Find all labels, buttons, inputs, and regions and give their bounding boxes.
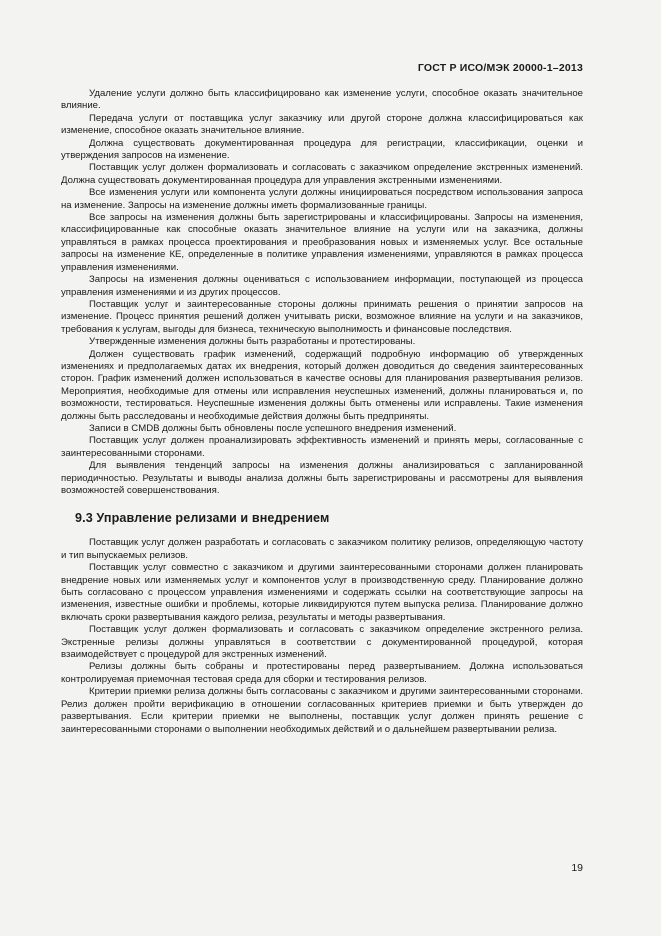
- paragraph: Удаление услуги должно быть классифицировано как изменение услуги, способное оказать значительное влияние.: [61, 88, 583, 112]
- paragraph: Поставщик услуг совместно с заказчиком и другими заинтересованными сторонами должен планировать внедрение новых или изменяемых услуг и компонентов услуг в производственную среду. Планирование должно быть согласовано с процессом управления изменениями и содержать ссылки на соответствующие запросы на изменения, известные ошибки и проблемы, которые ликвидируются путем выпуска релиза. Планирование должно включать сроки развертывания каждого релиза, результаты и методы развертывания.: [61, 562, 583, 623]
- section-heading: 9.3 Управление релизами и внедрением: [75, 511, 330, 526]
- paragraph: Записи в CMDB должны быть обновлены после успешного внедрения изменений.: [89, 422, 457, 434]
- paragraph: Поставщик услуг должен формализовать и согласовать с заказчиком определение экстренных изменений. Должна существовать документированная процедура для управления экстренными изменениями.: [61, 162, 583, 186]
- paragraph: Утвержденные изменения должны быть разработаны и протестированы.: [89, 336, 416, 348]
- paragraph: Поставщик услуг должен разработать и согласовать с заказчиком политику релизов, определяющую частоту и тип выпускаемых релизов.: [61, 537, 583, 561]
- paragraph: Поставщик услуг должен формализовать и согласовать с заказчиком определение экстренного релиза. Экстренные релизы должны управляться в соответствии с документированной процедурой, которая взаимодействует с процедурой для экстренных изменений.: [61, 624, 583, 661]
- paragraph: Запросы на изменения должны оцениваться с использованием информации, поступающей из процесса управления изменениями и из других процессов.: [61, 274, 583, 298]
- paragraph: Все запросы на изменения должны быть зарегистрированы и классифицированы. Запросы на изменения, классифицированные как способные оказать значительное влияние на услуги или на заказчика, должны управляться в рамках процесса проектирования и преобразования новых и изменяемых услуг. Все остальные запросы на изменение КЕ, определенные в политике управления изменениями, управляются в рамках процесса управления изменениями.: [61, 212, 583, 273]
- paragraph: Все изменения услуги или компонента услуги должны инициироваться посредством использования запроса на изменение. Запросы на изменение должны иметь формализованные границы.: [61, 187, 583, 211]
- page-number: 19: [571, 862, 583, 874]
- paragraph: Передача услуги от поставщика услуг заказчику или другой стороне должна классифицироваться как изменение, способное оказать значительное влияние.: [61, 112, 583, 137]
- paragraph: Для выявления тенденций запросы на изменения должны анализироваться с запланированной периодичностью. Результаты и выводы анализа должны быть зарегистрированы и рассмотрены для выявления возможностей совершенствования.: [61, 460, 583, 496]
- paragraph: Релизы должны быть собраны и протестированы перед развертыванием. Должна использоваться контролируемая приемочная тестовая среда для сборки и тестирования релизов.: [61, 661, 583, 685]
- document-body: [61, 88, 583, 736]
- document-header: ГОСТ Р ИСО/МЭК 20000-1–2013: [417, 62, 583, 74]
- paragraph: Поставщик услуг должен проанализировать эффективность изменений и принять меры, согласованные с заинтересованными сторонами.: [61, 435, 583, 459]
- paragraph: Должна существовать документированная процедура для регистрации, классификации, оценки и утверждения запросов на изменение.: [61, 137, 583, 162]
- paragraph: Должен существовать график изменений, содержащий подробную информацию об утвержденных изменениях и предполагаемых датах их внедрения, который должен доводиться до сведения заинтересованных сторон. График изменений должен использоваться в качестве основы для планирования развертывания релизов. Мероприятия, необходимые для отмены или исправления неуспешных изменений, должны планироваться и, по возможности, тестироваться. Неуспешные изменения должны быть отменены или исправлены. Такие изменения должны быть расследованы и необходимые действия должны быть предприняты.: [61, 348, 583, 422]
- paragraph: Критерии приемки релиза должны быть согласованы с заказчиком и другими заинтересованными сторонами. Релиз должен пройти верификацию в отношении согласованных критериев приемки и быть утвержден до развертывания. Если критерии приемки не выполнены, поставщик услуг должен принять решение с заинтересованными сторонами о выполнении необходимых действий и о дальнейшем развертывании релиза.: [61, 686, 583, 735]
- paragraph: Поставщик услуг и заинтересованные стороны должны принимать решения о принятии запросов на изменение. Процесс принятия решений должен учитывать риски, возможное влияние на услуги и на заказчиков, требования к услугам, выгоды для бизнеса, техническую выполнимость и финансовые последствия.: [61, 298, 583, 335]
